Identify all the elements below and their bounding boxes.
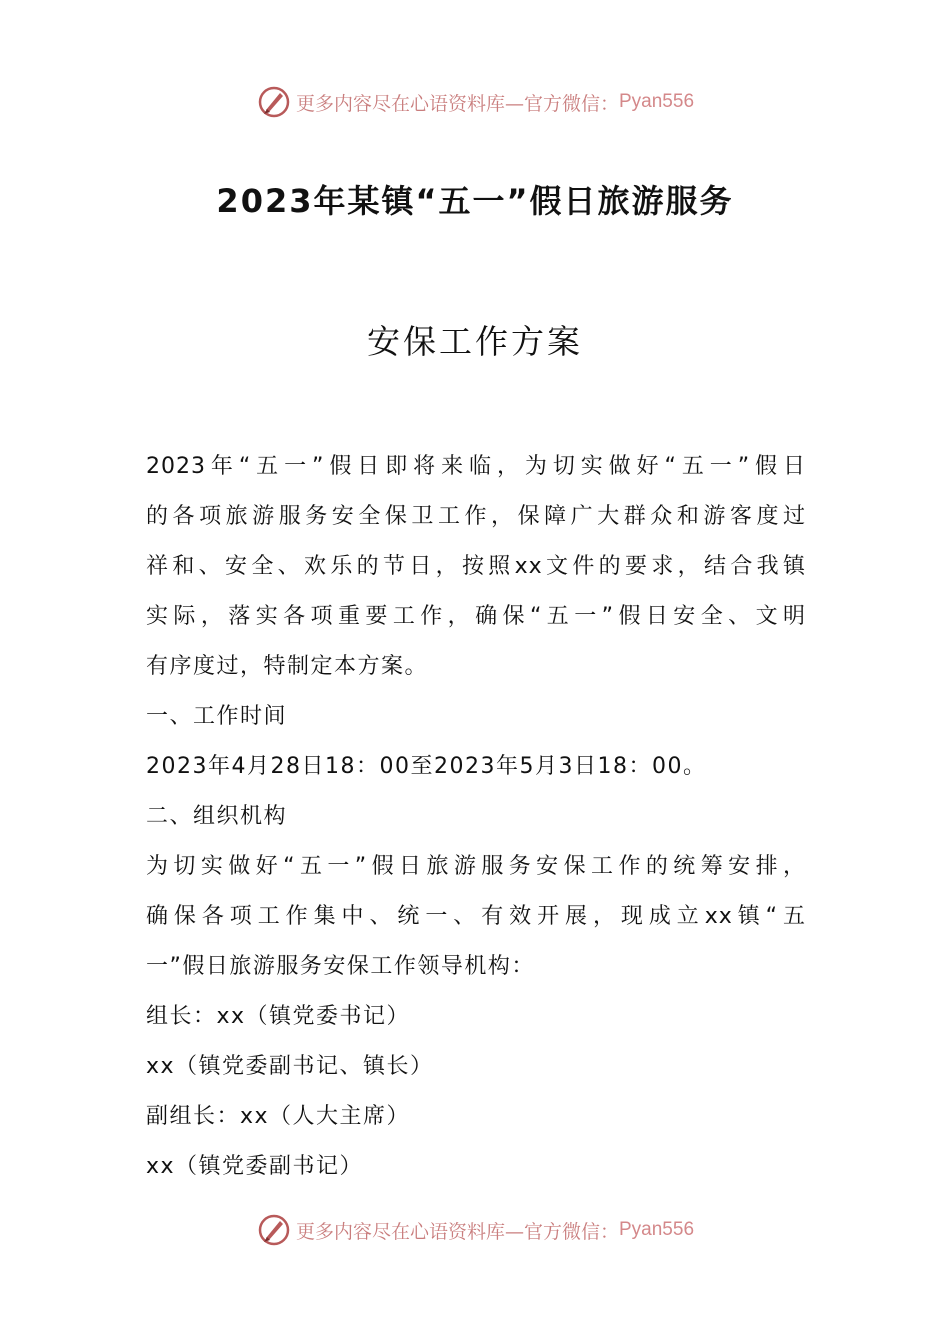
document-title-line1: 2023年某镇“五一”假日旅游服务 [216, 182, 734, 220]
body-line: xx（镇党委副书记、镇长） [146, 1054, 434, 1079]
footer-banner-text: 更多内容尽在心语资料库—官方微信： [295, 1220, 619, 1243]
footer-wechat-id: Pyan556 [619, 1219, 695, 1240]
body-line: xx（镇党委副书记） [146, 1154, 364, 1179]
section-heading: 二、组织机构 [146, 804, 288, 829]
body-line: 为切实做好“五一”假日旅游服务安保工作的统筹安排， [146, 854, 806, 879]
document-title-line2: 安保工作方案 [367, 322, 583, 361]
body-line: 的各项旅游服务安全保卫工作，保障广大群众和游客度过 [146, 504, 806, 529]
header-wechat-id: Pyan556 [619, 91, 695, 112]
footer-banner [0, 1210, 950, 1250]
header-banner [0, 82, 950, 122]
pen-logo-icon [256, 1212, 292, 1248]
header-banner-text: 更多内容尽在心语资料库—官方微信： [295, 92, 619, 115]
body-line: 实际，落实各项重要工作，确保“五一”假日安全、文明 [146, 604, 806, 629]
document-body [146, 446, 806, 1196]
body-line: 组长：xx（镇党委书记） [146, 1004, 411, 1029]
body-line: 一”假日旅游服务安保工作领导机构： [146, 954, 535, 979]
body-line: 2023年4月28日18：00至2023年5月3日18：00。 [146, 754, 707, 779]
body-line: 副组长：xx（人大主席） [146, 1104, 411, 1129]
body-line: 2023年“五一”假日即将来临，为切实做好“五一”假日 [146, 454, 806, 479]
pen-logo-icon [256, 84, 292, 120]
section-heading: 一、工作时间 [146, 704, 288, 729]
body-line: 有序度过，特制定本方案。 [146, 654, 429, 679]
body-line: 确保各项工作集中、统一、有效开展，现成立xx镇“五 [146, 904, 806, 929]
body-line: 祥和、安全、欢乐的节日，按照xx文件的要求，结合我镇 [146, 554, 806, 579]
